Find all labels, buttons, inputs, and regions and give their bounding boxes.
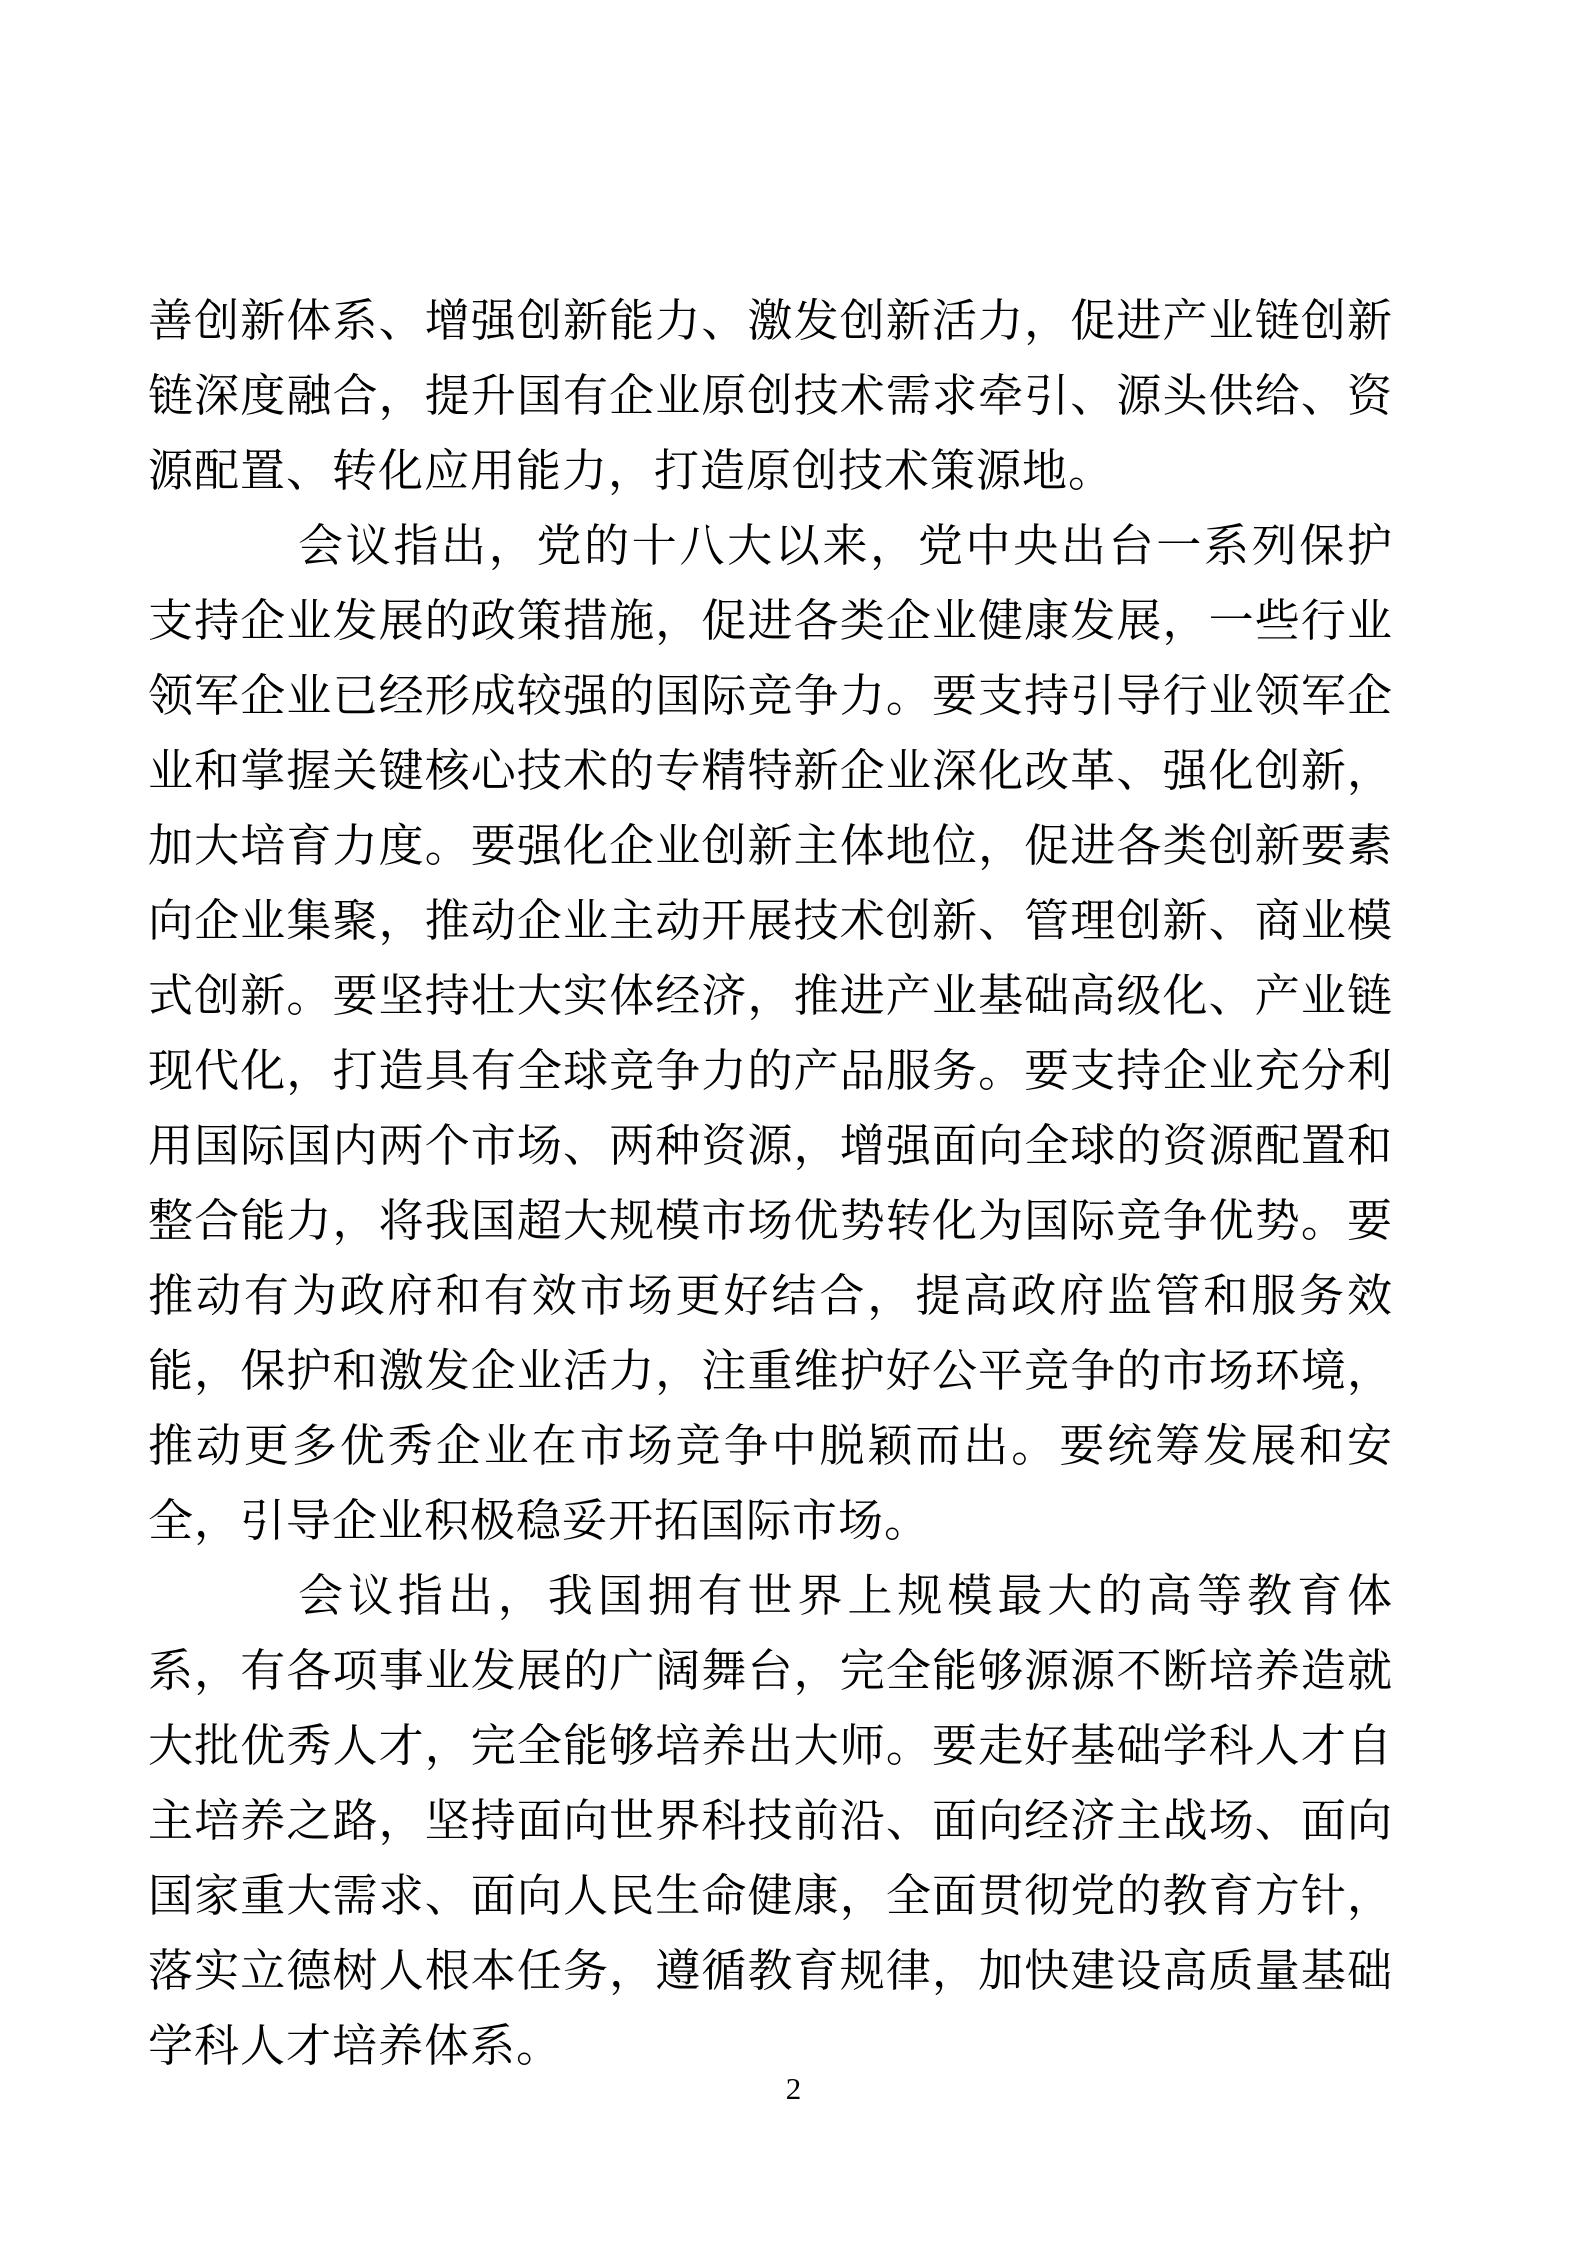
paragraph-enterprise-policy: 会议指出，党的十八大以来，党中央出台一系列保护支持企业发展的政策措施，促进各类企业健康发展，一些行业领军企业已经形成较强的国际竞争力。要支持引导行业领军企业和掌握关键核心技术的专精特新企业深化改革、强化创新，加大培育力度。要强化企业创新主体地位，促进各类创新要素向企业集聚，推动企业主动开展技术创新、管理创新、商业模式创新。要坚持壮大实体经济，推进产业基础高级化、产业链现代化，打造具有全球竞争力的产品服务。要支持企业充分利用国际国内两个市场、两种资源，增强面向全球的资源配置和整合能力，将我国超大规模市场优势转化为国际竞争优势。要推动有为政府和有效市场更好结合，提高政府监管和服务效能，保护和激发企业活力，注重维护好公平竞争的市场环境，推动更多优秀企业在市场竞争中脱颖而出。要统筹发展和安全，引导企业积极稳妥开拓国际市场。: [148, 521, 1393, 1546]
page-number: 2: [785, 2071, 802, 2106]
paragraph-continuation: 善创新体系、增强创新能力、激发创新活力，促进产业链创新链深度融合，提升国有企业原创技术需求牵引、源头供给、资源配置、转化应用能力，打造原创技术策源地。: [148, 296, 1393, 496]
paragraph-education-talent: 会议指出，我国拥有世界上规模最大的高等教育体系，有各项事业发展的广阔舞台，完全能够源源不断培养造就大批优秀人才，完全能够培养出大师。要走好基础学科人才自主培养之路，坚持面向世界科技前沿、面向经济主战场、面向国家重大需求、面向人民生命健康，全面贯彻党的教育方针，落实立德树人根本任务，遵循教育规律，加快建设高质量基础学科人才培养体系。: [148, 1571, 1393, 2071]
document-body: [148, 284, 1393, 2084]
page-footer: [0, 2072, 1587, 2106]
